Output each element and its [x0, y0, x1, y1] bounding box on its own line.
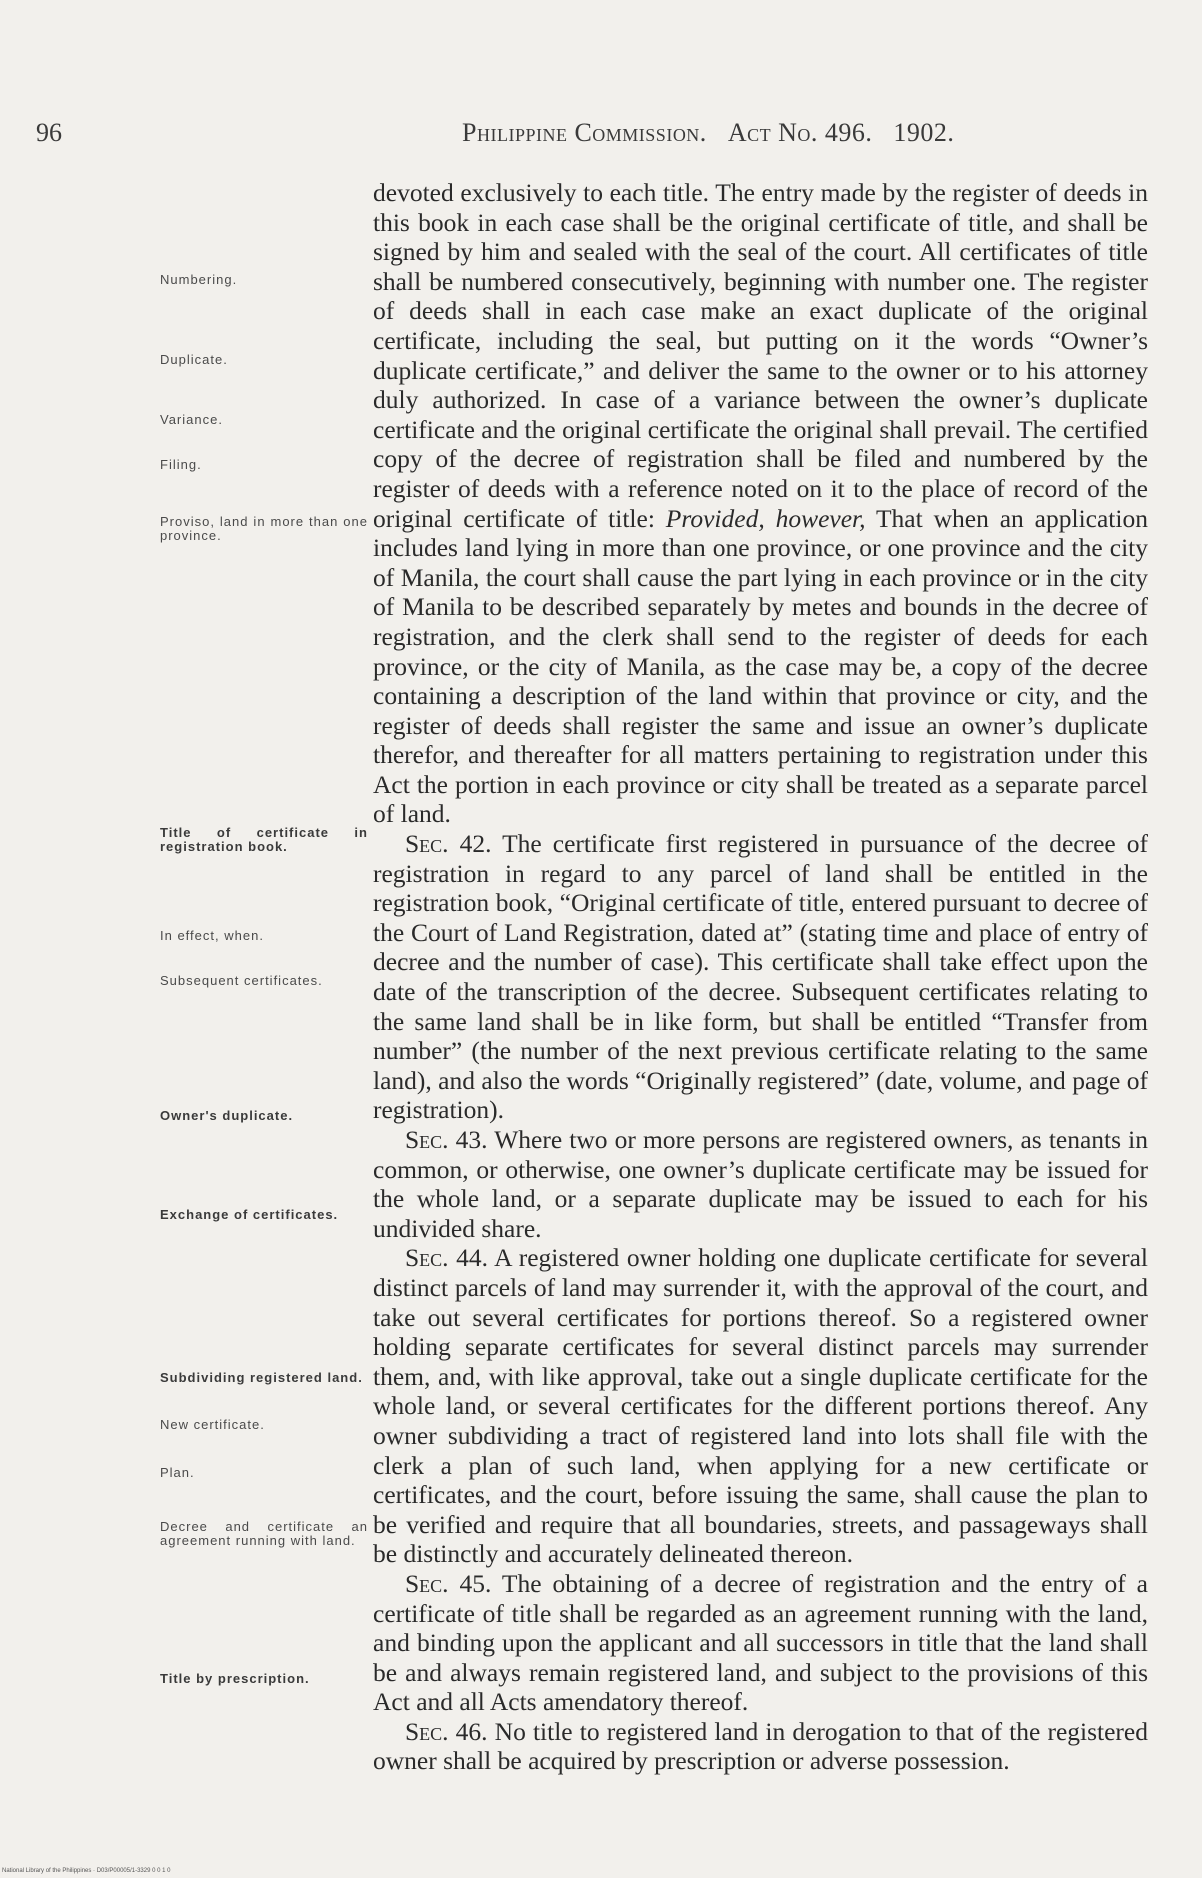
section-46: Sec. 46. No title to registered land in derogation to that of the registered owner shall be acquired by prescription or adverse possession. — [373, 1716, 1148, 1776]
margin-note-title-of-certificate: Title of certificate in registration book. — [160, 825, 368, 854]
scan-footer: National Library of the Philippines · D03/P00005/1-3329 0 0 1 0 — [2, 1868, 171, 1874]
margin-note-exchange: Exchange of certificates. — [160, 1207, 339, 1222]
header-year: 1902. — [893, 118, 955, 147]
section-label: Sec. 46. — [405, 1716, 488, 1746]
margin-note-filing: Filing. — [160, 457, 202, 472]
margin-note-owners-duplicate: Owner's duplicate. — [160, 1108, 294, 1123]
section-43: Sec. 43. Where two or more persons are registered owners, as tenants in common, or otherwise, one owner’s duplicate certificate may be issued for the whole land, or a separate duplicate may be issued to each for his undivided share. — [373, 1125, 1148, 1243]
running-header — [462, 118, 954, 148]
margin-note-in-effect: In effect, when. — [160, 928, 264, 943]
margin-note-subsequent-certificates: Subsequent certificates. — [160, 973, 323, 988]
header-commission: Philippine Commission. — [462, 118, 707, 147]
margin-note-proviso: Proviso, land in more than one province. — [160, 514, 368, 543]
section-label: Sec. 45. — [405, 1568, 492, 1598]
section-44: Sec. 44. A registered owner holding one duplicate certificate for several distinct parcels of land may surrender it, with the approval of the court, and take out several certificates for portions thereof. So a registered owner holding separate certificates for several distinct parcels may surrender them, and, with like approval, take out a single duplicate certificate for the whole land, or several certificates for the different portions thereof. Any owner subdividing a tract of registered land into lots shall file with the clerk a plan of such land, when applying for a new certificate or certificates, and the court, before issuing the same, shall cause the plan to be verified and require that all boundaries, streets, and passageways shall be distinctly and accurately delineated thereon. — [373, 1243, 1148, 1569]
margin-note-variance: Variance. — [160, 412, 223, 427]
section-label: Sec. 44. — [405, 1243, 488, 1273]
margin-note-numbering: Numbering. — [160, 272, 238, 287]
margin-note-decree-agreement: Decree and certificate an agreement running with land. — [160, 1519, 368, 1548]
header-act: Act No. 496. — [727, 118, 873, 147]
page-number: 96 — [36, 118, 62, 147]
margin-note-new-certificate: New certificate. — [160, 1417, 265, 1432]
section-42: Sec. 42. The certificate first registered in pursuance of the decree of registration in regard to any parcel of land shall be entitled in the registration book, “Original certificate of title, entered pursuant to decree of the Court of Land Registration, dated at” (stating time and place of entry of decree and the number of case). This certificate shall take effect upon the date of the transcription of the decree. Subsequent certificates relating to the same land shall be in like form, but shall be entitled “Transfer from number” (the number of the next previous certificate relating to the same land), and also the words “Originally registered” (date, volume, and page of registration). — [373, 829, 1148, 1125]
body-text — [373, 178, 1148, 1776]
section-45: Sec. 45. The obtaining of a decree of registration and the entry of a certificate of title shall be regarded as an agreement running with the land, and binding upon the applicant and all successors in title that the land shall be and always remain registered land, and subject to the provisions of this Act and all Acts amendatory thereof. — [373, 1568, 1148, 1717]
margin-note-prescription: Title by prescription. — [160, 1671, 310, 1686]
paragraph-continuation: devoted exclusively to each title. The entry made by the register of deeds in this book in each case shall be the original certificate of title, and shall be signed by him and sealed with the seal of the court. All certificates of title shall be numbered consecutively, beginning with number one. The register of deeds shall in each case make an exact duplicate of the original certificate, including the seal, but putting on it the words “Owner’s duplicate certificate,” and deliver the same to the owner or to his attorney duly authorized. In case of a variance between the owner’s duplicate certificate and the original certificate the original shall prevail. The certified copy of the decree of registration shall be filed and numbered by the register of deeds with a reference noted on it to the place of record of the original certificate of title: Provided, however, That when an application includes land lying in more than one province, or one province and the city of Manila, the court shall cause the part lying in each province or in the city of Manila to be described separately by metes and bounds in the decree of registration, and the clerk shall send to the register of deeds for each province, or the city of Manila, as the case may be, a copy of the decree containing a description of the land within that province or city, and the register of deeds shall register the same and issue an owner’s duplicate therefor, and thereafter for all matters pertaining to registration under this Act the portion in each province or city shall be treated as a separate parcel of land. — [373, 178, 1148, 829]
section-label: Sec. 43. — [405, 1125, 488, 1154]
section-label: Sec. 42. — [405, 829, 492, 859]
margin-note-subdividing: Subdividing registered land. — [160, 1370, 363, 1385]
proviso-italic: Provided, however, — [665, 503, 866, 533]
margin-note-plan: Plan. — [160, 1465, 195, 1480]
margin-note-duplicate: Duplicate. — [160, 352, 228, 367]
